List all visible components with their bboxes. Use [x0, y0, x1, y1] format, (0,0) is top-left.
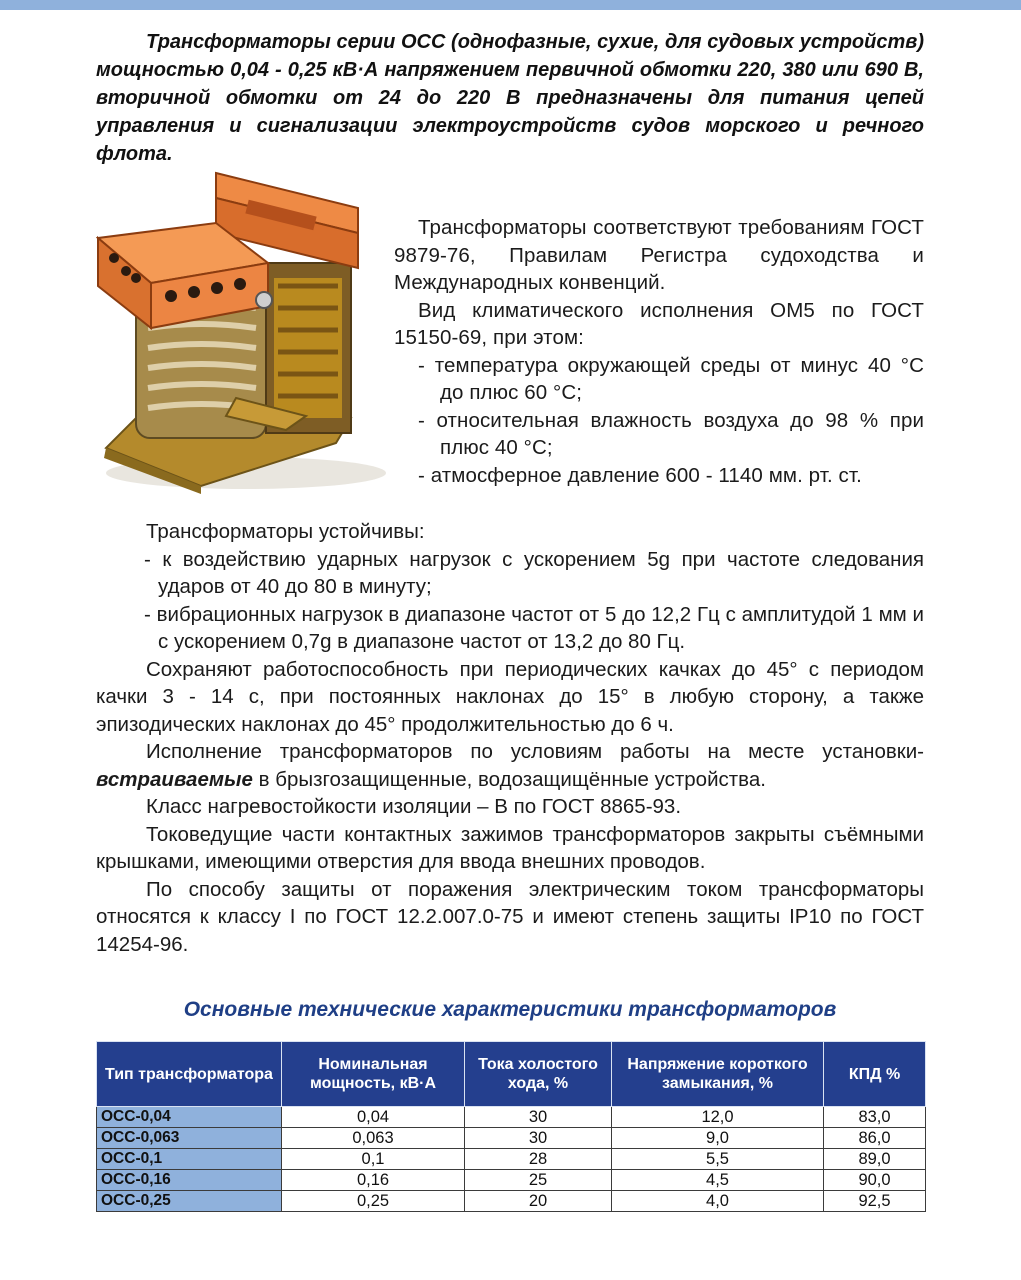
header-power: Номинальная мощность, кВ·А [282, 1042, 465, 1107]
table-row [97, 1107, 926, 1128]
transformer-photo [96, 168, 386, 498]
cell-idle: 30 [465, 1128, 612, 1149]
installation-paragraph [96, 738, 924, 793]
cell-power: 0,04 [282, 1107, 465, 1128]
cell-idle: 30 [465, 1107, 612, 1128]
header-type: Тип трансформатора [97, 1042, 282, 1107]
header-short-circuit: Напряжение короткого замыкания, % [612, 1042, 824, 1107]
insulation-paragraph: Класс нагревостойкости изоляции – В по ГОСТ 8865-93. [146, 795, 682, 818]
humidity-item: - относительная влажность воздуха до 98 % при плюс 40 °С; [418, 408, 924, 459]
protection-paragraph: По способу защиты от поражения электрическим током трансформаторы относятся к классу I по ГОСТ 12.2.007.0-75 и имеют степень защиты IP10 по ГОСТ 14254-96. [96, 877, 924, 956]
temperature-item: - температура окружающей среды от минус 40 °С до плюс 60 °С; [418, 353, 924, 404]
top-accent-bar [0, 0, 1021, 10]
cell-short-circuit: 4,0 [612, 1191, 824, 1212]
cell-efficiency: 86,0 [824, 1128, 926, 1149]
cell-short-circuit: 9,0 [612, 1128, 824, 1149]
standards-paragraph: Трансформаторы соответствуют требованиям ГОСТ 9879-76, Правилам Регистра судоходства и Международных конвенций. [394, 216, 924, 294]
climate-paragraph: Вид климатического исполнения ОМ5 по ГОСТ 15150-69, при этом: [394, 298, 924, 349]
cell-short-circuit: 4,5 [612, 1170, 824, 1191]
cell-idle: 20 [465, 1191, 612, 1212]
installation-text-b: в брызгозащищенные, водозащищённые устройства. [252, 767, 766, 791]
table-row [97, 1191, 926, 1212]
table-header-row [97, 1042, 926, 1107]
cell-type: ОСС-0,25 [97, 1191, 282, 1212]
cell-power: 0,1 [282, 1149, 465, 1170]
pressure-item: - атмосферное давление 600 - 1140 мм. рт. ст. [418, 463, 862, 487]
cell-idle: 28 [465, 1149, 612, 1170]
cell-short-circuit: 5,5 [612, 1149, 824, 1170]
cell-type: ОСС-0,063 [97, 1128, 282, 1149]
cell-power: 0,063 [282, 1128, 465, 1149]
cell-short-circuit: 12,0 [612, 1107, 824, 1128]
table-row [97, 1149, 926, 1170]
table-row [97, 1128, 926, 1149]
cell-power: 0,25 [282, 1191, 465, 1212]
roll-paragraph: Сохраняют работоспособность при периодических качках до 45° с периодом качки 3 - 14 с, при постоянных наклонах до 15° в любую сторону, а также эпизодических наклонах до 45° продолжительностью до 6 ч. [96, 657, 924, 736]
vibration-item: - вибрационных нагрузок в диапазоне частот от 5 до 12,2 Гц с амплитудой 1 мм и с ускорением 0,7g в диапазоне частот от 13,2 до 80 Гц. [144, 602, 924, 653]
specs-table [96, 1041, 926, 1212]
header-idle-current: Тока холостого хода, % [465, 1042, 612, 1107]
table-title: Основные технические характеристики трансформаторов [183, 998, 837, 1021]
installation-bold: встраиваемые [96, 767, 253, 791]
installation-text-a: Исполнение трансформаторов по условиям работы на месте установки- [146, 740, 924, 763]
spec-block [394, 214, 924, 489]
shock-item: - к воздействию ударных нагрузок с ускорением 5g при частоте следования ударов от 40 до 80 в минуту; [144, 547, 924, 598]
cell-idle: 25 [465, 1170, 612, 1191]
header-efficiency: КПД % [824, 1042, 926, 1107]
cell-efficiency: 89,0 [824, 1149, 926, 1170]
cell-efficiency: 83,0 [824, 1107, 926, 1128]
table-row [97, 1170, 926, 1191]
intro-paragraph: Трансформаторы серии ОСС (однофазные, сухие, для судовых устройств) мощностью 0,04 - 0,25 кВ·А напряжением первичной обмотки 220, 380 или 690 В, вторичной обмотки от 24 до 220 В предназначены для питания цепей управления и сигнализации электроустройств судов морского и речного флота. [96, 31, 924, 165]
cell-efficiency: 90,0 [824, 1170, 926, 1191]
resistance-heading: Трансформаторы устойчивы: [146, 520, 425, 543]
terminals-paragraph: Токоведущие части контактных зажимов трансформаторов закрыты съёмными крышками, имеющими отверстия для ввода внешних проводов. [96, 822, 924, 873]
body-text [96, 518, 924, 958]
cell-type: ОСС-0,1 [97, 1149, 282, 1170]
cell-type: ОСС-0,04 [97, 1107, 282, 1128]
cell-power: 0,16 [282, 1170, 465, 1191]
cell-type: ОСС-0,16 [97, 1170, 282, 1191]
cell-efficiency: 92,5 [824, 1191, 926, 1212]
